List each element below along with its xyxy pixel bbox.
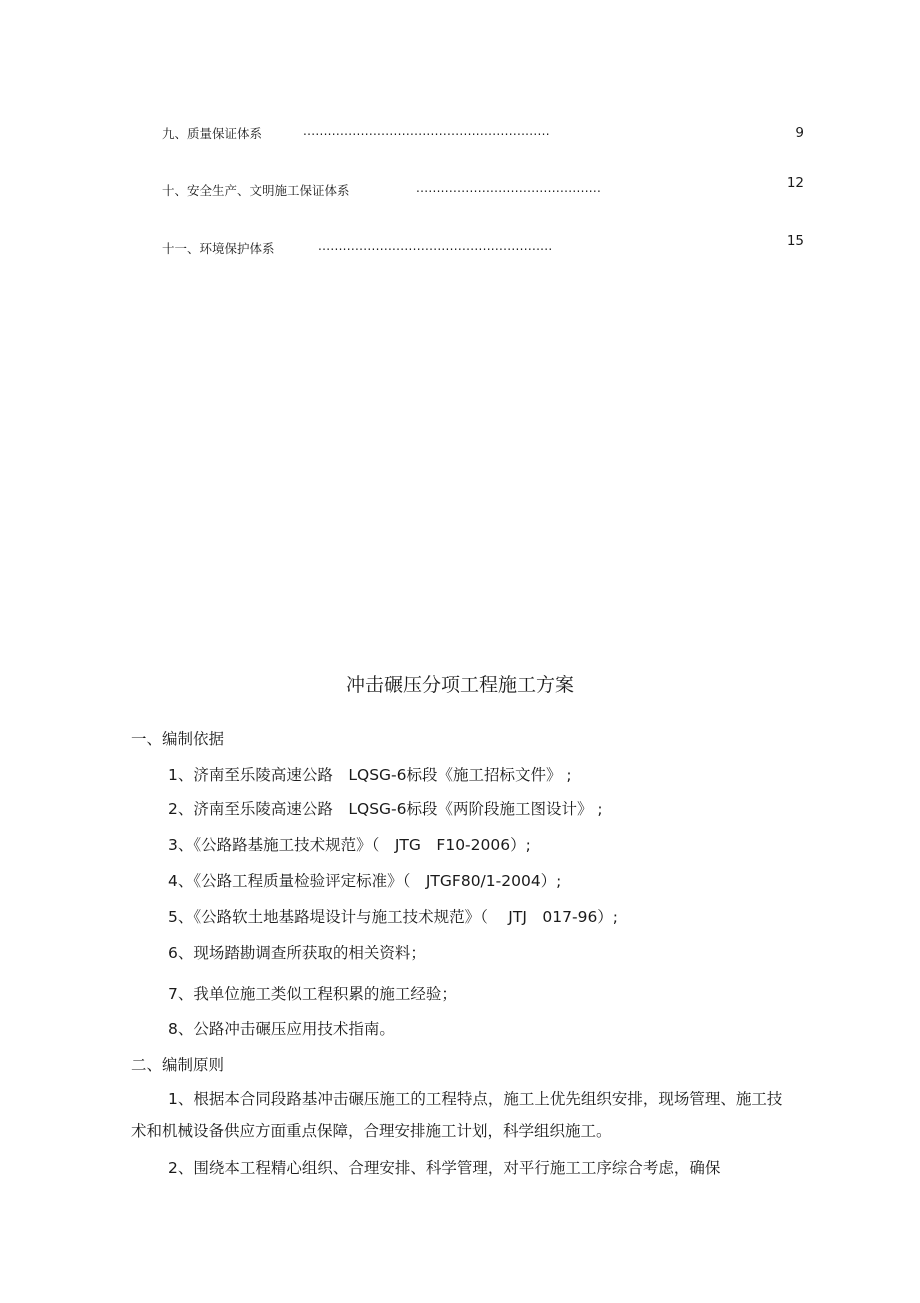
toc-leader-dots: ............................................................ xyxy=(303,124,550,138)
list-item: 8、公路冲击碾压应用技术指南。 xyxy=(168,1020,395,1038)
toc-page-number: 12 xyxy=(786,175,804,191)
list-item: 5、《公路软土地基路堤设计与施工技术规范》（ JTJ 017-96）; xyxy=(168,908,619,926)
paragraph: 1、根据本合同段路基冲击碾压施工的工程特点，施工上优先组织安排，现场管理、施工技术和机械设备供应方面重点保障，合理安排施工计划，科学组织施工。 xyxy=(131,1090,783,1140)
toc-label: 十一、环境保护体系 xyxy=(162,241,275,256)
section-heading: 二、编制原则 xyxy=(131,1056,225,1074)
toc-leader-dots: ......................................................... xyxy=(318,239,553,253)
document-title: 冲击碾压分项工程施工方案 xyxy=(345,674,574,696)
list-item: 6、现场踏勘调查所获取的相关资料； xyxy=(168,944,426,962)
list-item: 2、济南至乐陵高速公路 LQSG-6标段《两阶段施工图设计》 ; xyxy=(168,800,603,818)
toc-page-number: 15 xyxy=(786,233,804,249)
section-heading: 一、编制依据 xyxy=(131,730,225,748)
toc-label: 九、质量保证体系 xyxy=(162,126,263,141)
list-item: 4、《公路工程质量检验评定标准》（ JTGF80/1-2004）; xyxy=(168,872,562,890)
list-item: 1、济南至乐陵高速公路 LQSG-6标段《施工招标文件》 ; xyxy=(168,766,572,784)
toc-page-number: 9 xyxy=(795,125,804,141)
toc-leader-dots: ............................................. xyxy=(416,181,602,195)
toc-entry[interactable] xyxy=(0,175,920,205)
toc-entry[interactable] xyxy=(0,233,920,263)
toc-label: 十、安全生产、文明施工保证体系 xyxy=(162,183,350,198)
list-item: 3、《公路路基施工技术规范》（ JTG F10-2006）; xyxy=(168,836,531,854)
paragraph: 2、围绕本工程精心组织、合理安排、科学管理，对平行施工工序综合考虑，确保 xyxy=(168,1159,721,1177)
list-item: 7、我单位施工类似工程积累的施工经验； xyxy=(168,985,457,1003)
toc-entry[interactable] xyxy=(0,124,920,148)
